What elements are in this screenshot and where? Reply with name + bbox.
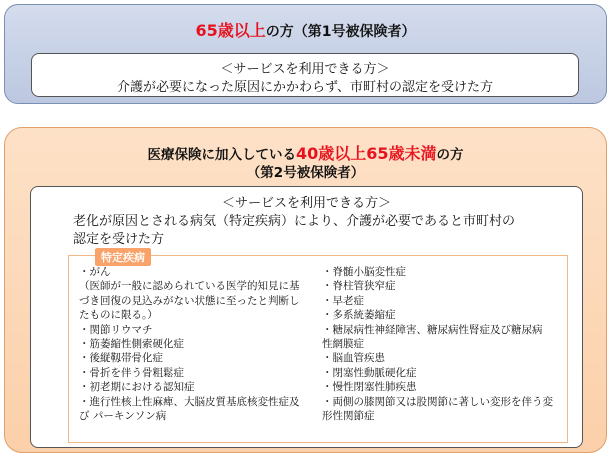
disease-item: ・関節リウマチ (79, 323, 153, 336)
second-insured-eligibility-line2: 認定を受けた方 (73, 232, 165, 247)
first-insured-eligibility-text: 介護が必要になった原因にかかわらず、市町村の認定を受けた方 (117, 80, 493, 95)
disease-item: ・がん (79, 266, 111, 278)
second-insured-title-pre: 医療保険に加入している (147, 147, 296, 163)
second-insured-title-post: の方 (436, 147, 464, 163)
disease-list-right (322, 265, 562, 423)
first-insured-eligibility-box (31, 53, 579, 97)
first-insured-eligibility-heading: ＜サービスを利用できる方＞ (220, 62, 390, 77)
disease-item: ・早老症 (322, 294, 364, 307)
disease-item: ・初老期における認知症 (79, 381, 195, 394)
disease-item: ・脳血管疾患 (322, 352, 385, 365)
second-insured-eligibility-box (30, 186, 583, 448)
disease-item: ・筋萎縮性側索硬化症 (79, 338, 184, 351)
disease-item: ・両側の膝関節又は股関節に著しい変形を伴う変 (322, 395, 553, 408)
disease-item: び パーキンソン病 (79, 410, 167, 423)
first-insured-label: の方（第1号被保険者） (265, 24, 416, 40)
disease-item: ・多系統萎縮症 (322, 309, 396, 322)
disease-item: 性網膜症 (322, 338, 364, 351)
first-insured-panel (4, 4, 607, 104)
disease-item: づき回復の見込みがない状態に至ったと判断し (79, 294, 300, 307)
disease-item: ・進行性核上性麻痺、大脳皮質基底核変性症及 (79, 395, 300, 408)
disease-item: ・骨折を伴う骨粗鬆症 (79, 366, 184, 379)
specified-diseases-box (68, 251, 568, 443)
second-insured-label: （第2号被保険者） (246, 165, 365, 181)
disease-list-left (79, 265, 307, 423)
second-insured-panel (4, 127, 607, 453)
disease-item: （医師が一般に認められている医学的知見に基 (79, 280, 300, 293)
first-insured-title (5, 18, 606, 41)
disease-item: ・脊柱管狭窄症 (322, 280, 396, 293)
second-insured-eligibility-heading: ＜サービスを利用できる方＞ (221, 196, 391, 211)
disease-item: たものに限る。） (79, 309, 158, 322)
specified-diseases-label: 特定疾病 (95, 248, 151, 266)
disease-item: ・糖尿病性神経障害、糖尿病性腎症及び糖尿病 (322, 323, 543, 336)
disease-item: ・慢性閉塞性肺疾患 (322, 381, 417, 394)
second-insured-eligibility-line1: 老化が原因とされる病気（特定疾病）により、介護が必要であると市町村の (73, 214, 516, 229)
age-40-to-64-text: 40歳以上65歳未満 (295, 144, 437, 163)
disease-item: ・脊髄小脳変性症 (322, 266, 406, 278)
age-65-plus-text: 65歳以上 (195, 21, 266, 40)
disease-item: ・後縦靱帯骨化症 (79, 352, 163, 365)
disease-item: 形性関節症 (322, 410, 375, 423)
disease-item: ・閉塞性動脈硬化症 (322, 366, 417, 379)
